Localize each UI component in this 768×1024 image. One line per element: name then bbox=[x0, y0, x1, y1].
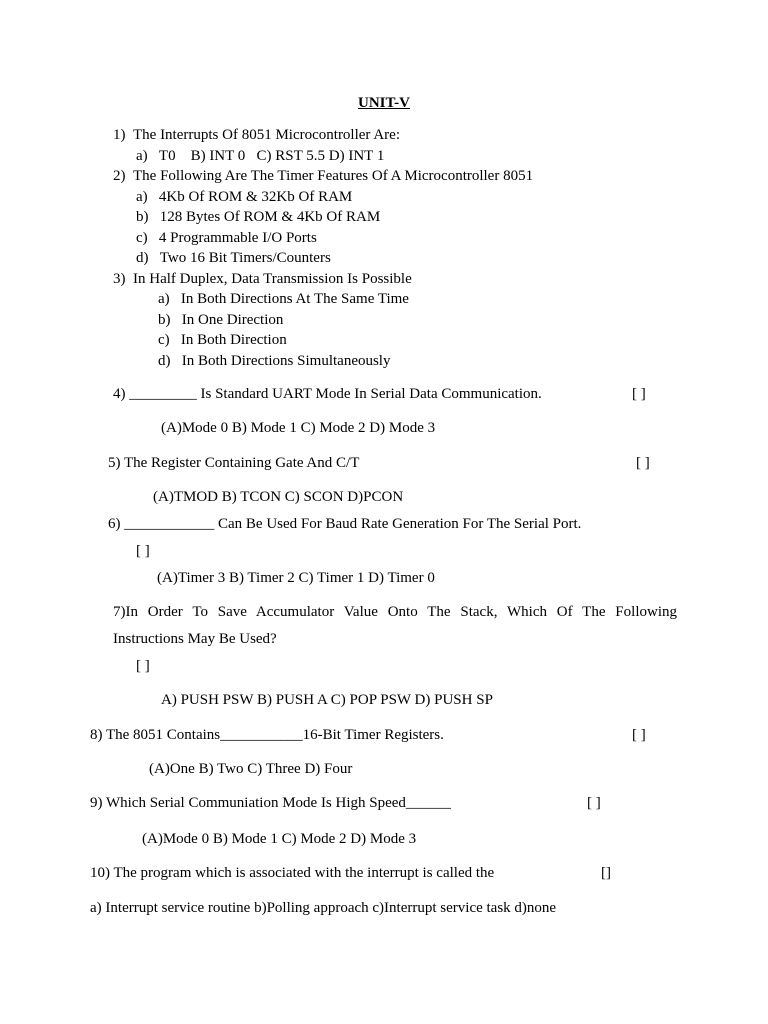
question-1-options: a) T0 B) INT 0 C) RST 5.5 D) INT 1 bbox=[136, 148, 385, 164]
question-7-options: A) PUSH PSW B) PUSH A C) POP PSW D) PUSH SP bbox=[161, 692, 493, 708]
question-9-answer-bracket: [ ] bbox=[587, 795, 601, 811]
question-2: 2) The Following Are The Timer Features Of A Microcontroller 8051 bbox=[113, 168, 534, 184]
question-9: 9) Which Serial Communiation Mode Is High Speed______ bbox=[90, 795, 451, 811]
question-6-options: (A)Timer 3 B) Timer 2 C) Timer 1 D) Timer 0 bbox=[157, 570, 435, 586]
question-2-option-a: a) 4Kb Of ROM & 32Kb Of RAM bbox=[136, 189, 353, 205]
question-2-option-c: c) 4 Programmable I/O Ports bbox=[136, 230, 317, 246]
question-4-options: (A)Mode 0 B) Mode 1 C) Mode 2 D) Mode 3 bbox=[161, 420, 436, 436]
question-4-answer-bracket: [ ] bbox=[632, 386, 646, 402]
question-4: 4) _________ Is Standard UART Mode In Serial Data Communication. bbox=[113, 386, 542, 402]
question-10: 10) The program which is associated with the interrupt is called the bbox=[90, 865, 495, 881]
question-3-option-c: c) In Both Direction bbox=[158, 332, 287, 348]
question-3: 3) In Half Duplex, Data Transmission Is Possible bbox=[113, 271, 412, 287]
question-6-answer-bracket: [ ] bbox=[136, 543, 150, 559]
question-8: 8) The 8051 Contains___________16-Bit Timer Registers. bbox=[90, 727, 444, 743]
question-3-option-d: d) In Both Directions Simultaneously bbox=[158, 353, 391, 369]
question-2-option-b: b) 128 Bytes Of ROM & 4Kb Of RAM bbox=[136, 209, 381, 225]
question-9-options: (A)Mode 0 B) Mode 1 C) Mode 2 D) Mode 3 bbox=[142, 831, 417, 847]
question-5: 5) The Register Containing Gate And C/T bbox=[108, 455, 360, 471]
question-5-answer-bracket: [ ] bbox=[636, 455, 650, 471]
question-7: 7)In Order To Save Accumulator Value Onto The Stack, Which Of The Following Instructions May Be Used? bbox=[113, 604, 677, 647]
question-2-option-d: d) Two 16 Bit Timers/Counters bbox=[136, 250, 331, 266]
question-10-options: a) Interrupt service routine b)Polling approach c)Interrupt service task d)none bbox=[90, 900, 557, 916]
question-7-answer-bracket: [ ] bbox=[136, 658, 150, 674]
question-8-options: (A)One B) Two C) Three D) Four bbox=[149, 761, 353, 777]
question-3-option-a: a) In Both Directions At The Same Time bbox=[158, 291, 409, 307]
question-5-options: (A)TMOD B) TCON C) SCON D)PCON bbox=[153, 489, 404, 505]
question-3-option-b: b) In One Direction bbox=[158, 312, 284, 328]
question-6: 6) ____________ Can Be Used For Baud Rate Generation For The Serial Port. bbox=[108, 516, 582, 532]
question-8-answer-bracket: [ ] bbox=[632, 727, 646, 743]
question-10-answer-bracket: [] bbox=[601, 865, 611, 881]
page-title: UNIT-V bbox=[358, 95, 410, 111]
question-1: 1) The Interrupts Of 8051 Microcontroller Are: bbox=[113, 127, 400, 143]
